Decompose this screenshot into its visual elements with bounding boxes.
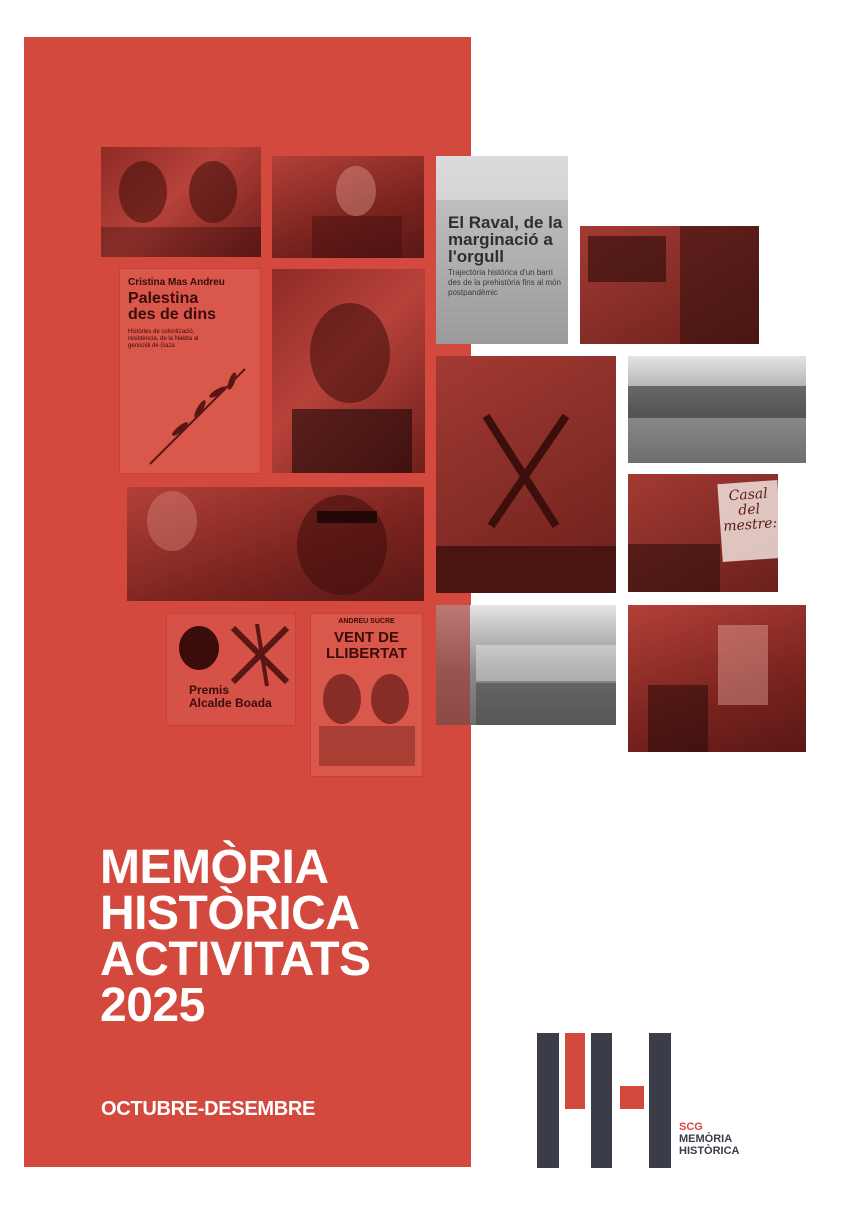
raval-book-subtitle: Trajectòria històrica d'un barri des de la prehistòria fins al món postpandèmic — [448, 268, 561, 297]
title-line-3: ACTIVITATS — [100, 933, 371, 986]
casal-line1: Casal del — [728, 485, 769, 519]
logo-line1: MEMÒRIA — [679, 1133, 733, 1145]
casal-line2: mestre: — [722, 515, 778, 535]
raval-book-title: El Raval, de la marginació a l'orgull — [448, 213, 563, 266]
book-vent-de-llibertat — [310, 613, 423, 777]
title-line-2: HISTÒRICA — [100, 887, 360, 940]
premis-line2: Alcalde Boada — [189, 696, 272, 710]
scg-memoria-historica-logo — [537, 1033, 757, 1168]
vent-author: ANDREU SUCRE — [338, 618, 395, 625]
photo-casal-del-mestre — [628, 474, 778, 592]
palestina-subtitle: Històries de colonització, resistència, de la Nakba al genocidi de Gaza — [128, 329, 199, 349]
vent-line1: VENT DE — [333, 629, 399, 646]
photo-two-portraits — [101, 147, 261, 257]
palestina-title-2: des de dins — [128, 306, 217, 323]
logo-brand: SCG — [679, 1121, 703, 1133]
book-raval-cover — [436, 156, 568, 344]
olive-branch-icon — [140, 359, 250, 469]
photo-exhibition-room — [580, 226, 759, 344]
photo-memorial-cross — [436, 356, 616, 593]
cover-title — [100, 841, 371, 1032]
photo-children-and-man — [127, 487, 424, 601]
photo-interior-window — [628, 605, 806, 752]
photo-smiling-woman — [272, 156, 424, 258]
photo-aerial-buildings — [436, 605, 616, 725]
book-palestina-cover — [119, 268, 261, 474]
photo-woman-portrait — [272, 269, 425, 473]
premis-line1: Premis — [189, 683, 230, 697]
title-line-1: MEMÒRIA — [100, 841, 329, 894]
palestina-author: Cristina Mas Andreu — [128, 277, 225, 288]
vent-line2: LLIBERTAT — [325, 645, 408, 662]
crossed-x-icon — [227, 622, 293, 688]
casal-sign — [717, 480, 778, 562]
cover-subtitle: OCTUBRE-DESEMBRE — [101, 1098, 316, 1120]
premis-alcalde-boada-poster — [166, 613, 296, 726]
palestina-title-1: Palestina — [128, 290, 199, 307]
logo-text — [679, 1121, 740, 1157]
title-line-4: 2025 — [100, 979, 205, 1032]
photo-group-gathering — [628, 356, 806, 463]
cross-monument-icon — [436, 356, 616, 593]
logo-line2: HISTÒRICA — [679, 1145, 740, 1157]
